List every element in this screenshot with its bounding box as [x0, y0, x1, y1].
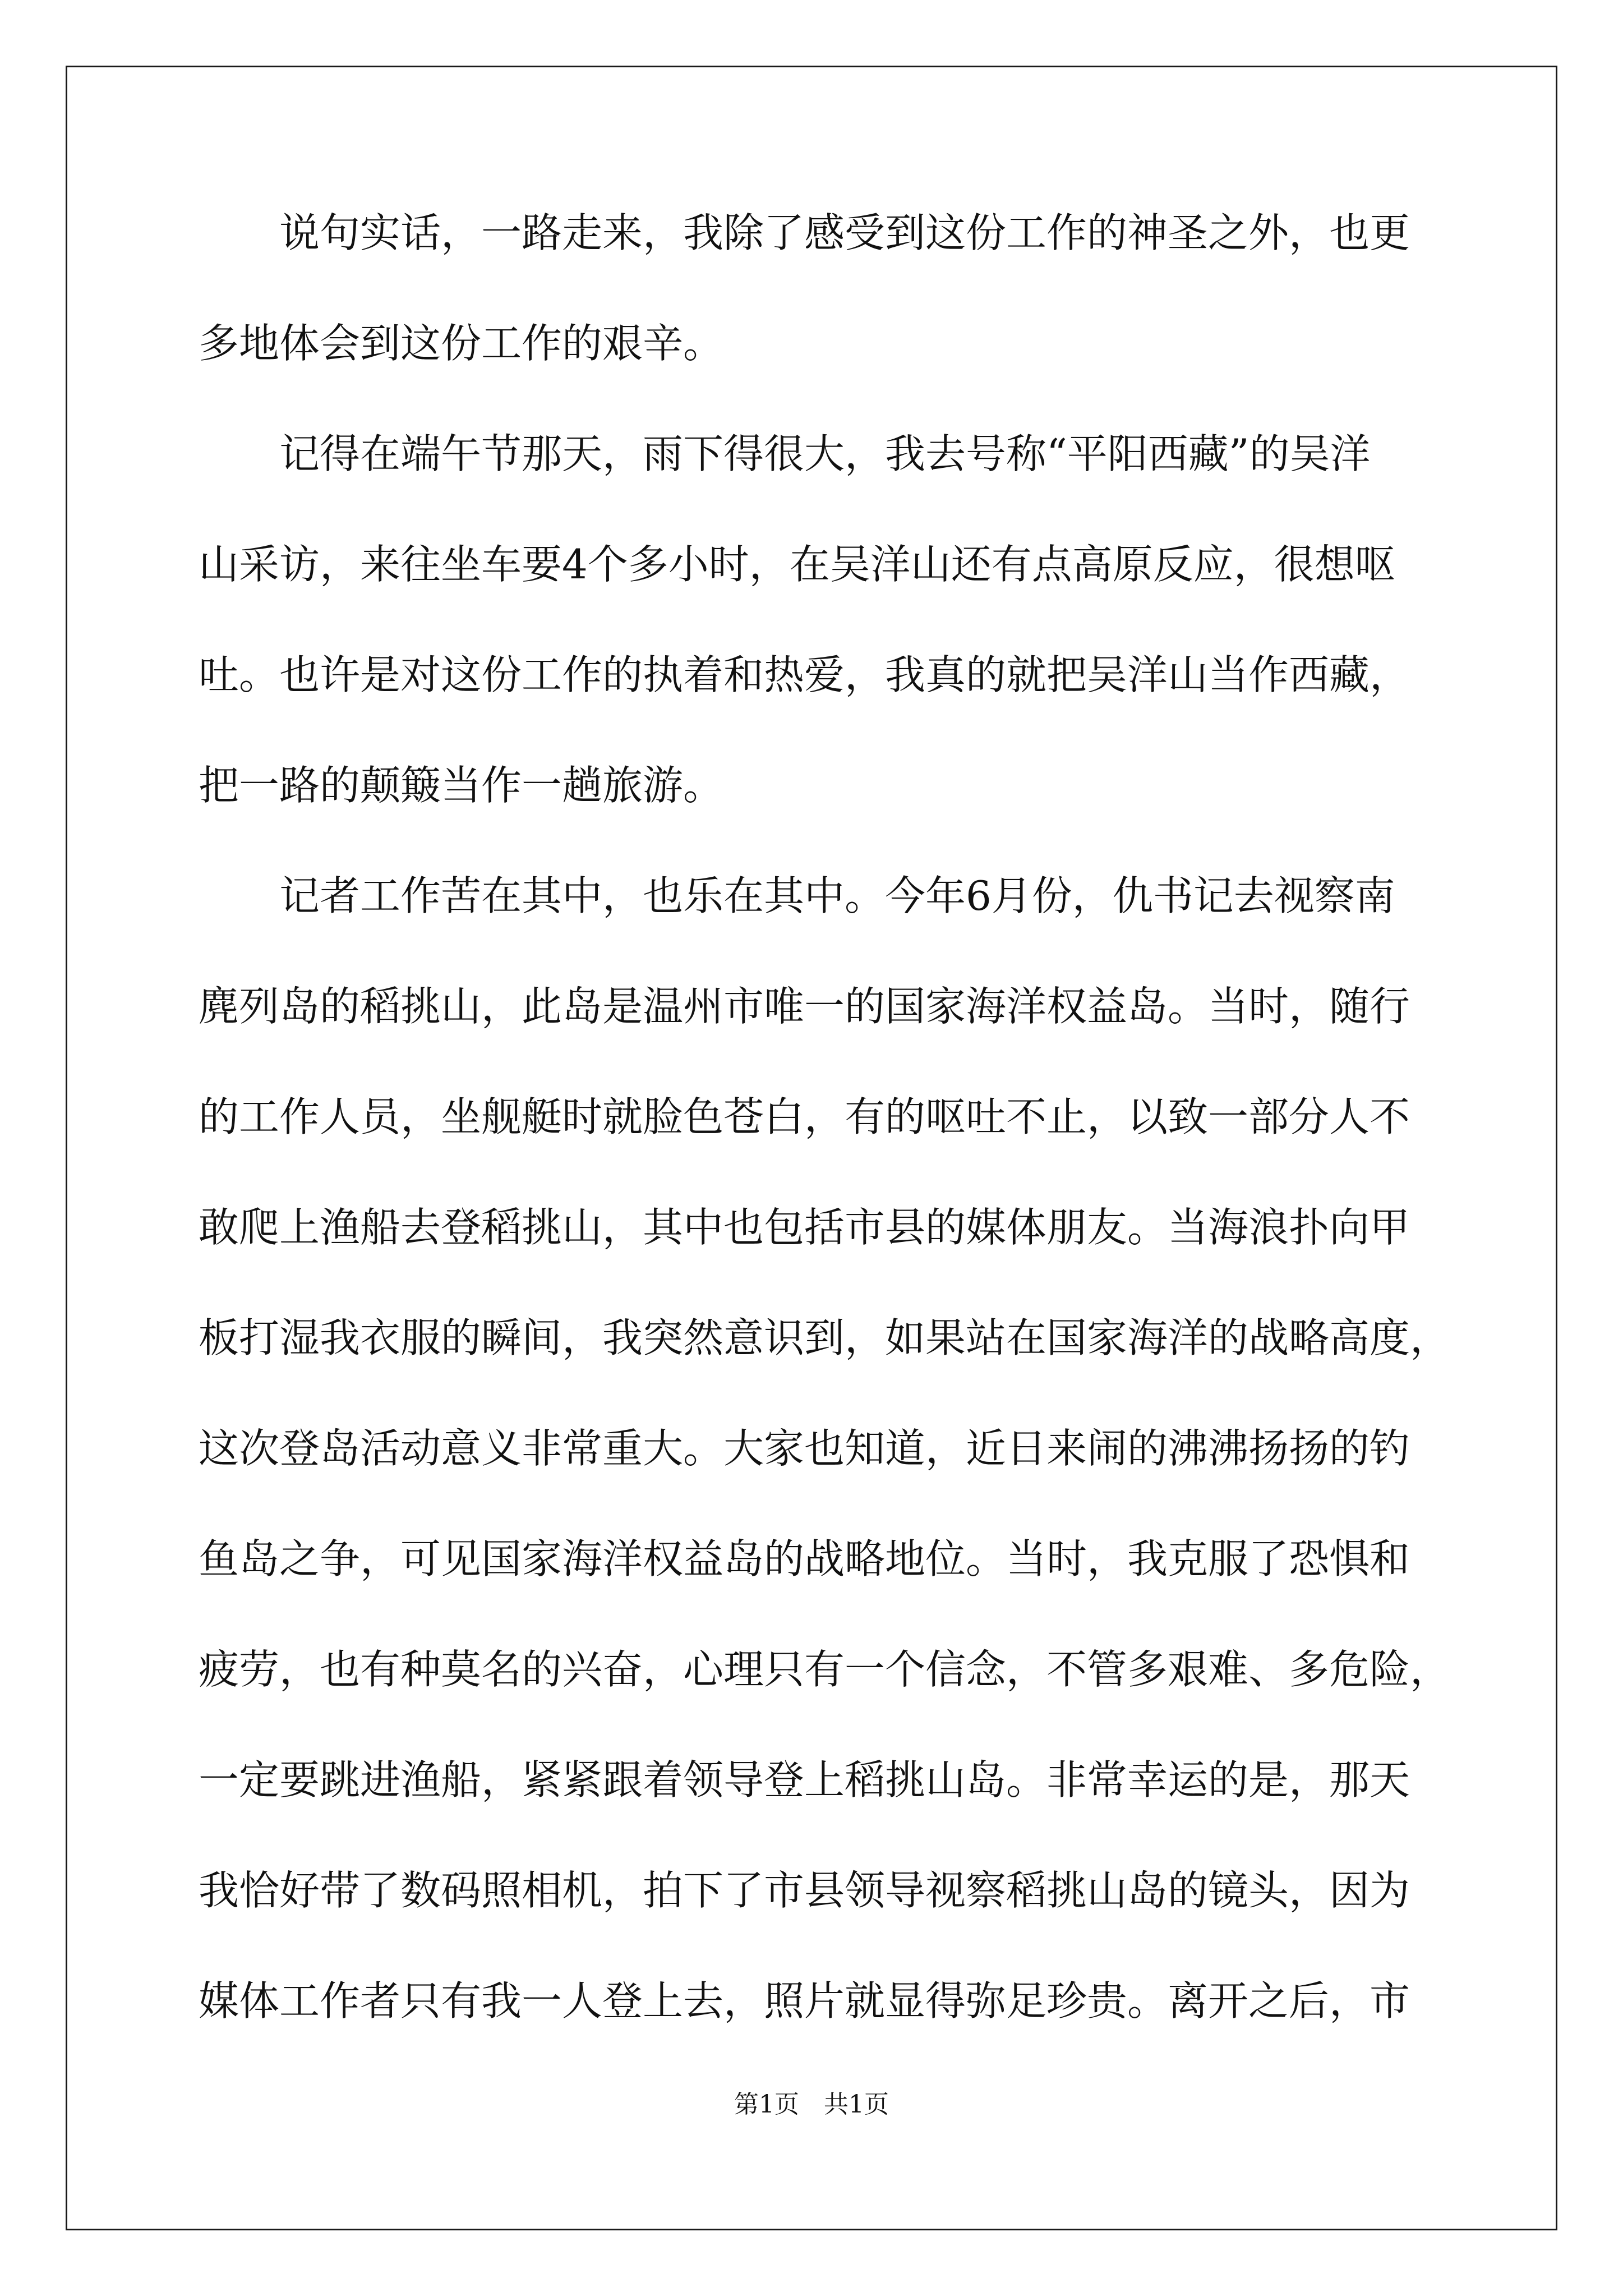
- text-line: 山采访，来往坐车要4个多小时，在吴洋山还有点高原反应，很想呕: [199, 541, 1395, 588]
- text-line: 说句实话，一路走来，我除了感受到这份工作的神圣之外，也更: [199, 209, 1410, 256]
- text-line: 记者工作苦在其中，也乐在其中。今年6月份，仇书记去视察南: [199, 872, 1395, 919]
- document-body: [199, 202, 1451, 2081]
- text-line: 板打湿我衣服的瞬间，我突然意识到，如果站在国家海洋的战略高度，: [199, 1314, 1451, 1361]
- text-line: 媒体工作者只有我一人登上去，照片就显得弥足珍贵。离开之后，市: [199, 1977, 1410, 2024]
- text-line: 记得在端午节那天，雨下得很大，我去号称“平阳西藏”的吴洋: [199, 430, 1371, 477]
- text-line: 敢爬上渔船去登稻挑山，其中也包括市县的媒体朋友。当海浪扑向甲: [199, 1204, 1410, 1251]
- text-line: 把一路的颠簸当作一趟旅游。: [199, 762, 724, 809]
- text-line: 的工作人员，坐舰艇时就脸色苍白，有的呕吐不止，以致一部分人不: [199, 1093, 1410, 1140]
- text-line: 麂列岛的稻挑山，此岛是温州市唯一的国家海洋权益岛。当时，随行: [199, 983, 1410, 1030]
- text-line: 我恰好带了数码照相机，拍下了市县领导视察稻挑山岛的镜头，因为: [199, 1867, 1410, 1914]
- page-number-footer: 第1页 共1页: [734, 2090, 889, 2119]
- text-line: 鱼岛之争，可见国家海洋权益岛的战略地位。当时，我克服了恐惧和: [199, 1535, 1410, 1582]
- text-line: 吐。也许是对这份工作的执着和热爱，我真的就把吴洋山当作西藏，: [199, 651, 1410, 698]
- text-line: 疲劳，也有种莫名的兴奋，心理只有一个信念，不管多艰难、多危险，: [199, 1646, 1451, 1693]
- text-line: 这次登岛活动意义非常重大。大家也知道，近日来闹的沸沸扬扬的钓: [199, 1425, 1410, 1472]
- text-line: 多地体会到这份工作的艰辛。: [199, 320, 724, 367]
- text-line: 一定要跳进渔船，紧紧跟着领导登上稻挑山岛。非常幸运的是，那天: [199, 1756, 1410, 1803]
